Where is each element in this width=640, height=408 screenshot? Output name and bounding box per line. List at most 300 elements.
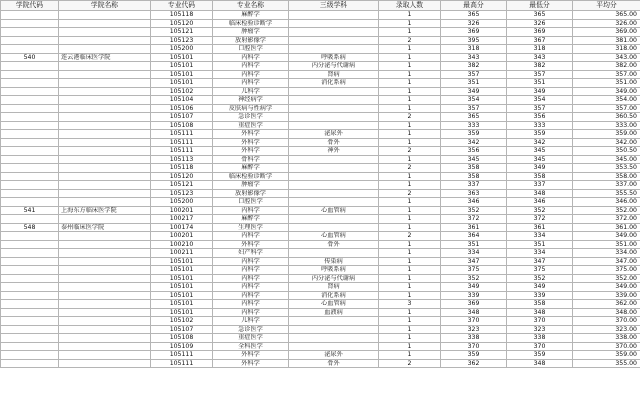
cell-major-name: 全科医学	[213, 342, 289, 351]
cell-college-name	[59, 36, 151, 45]
table-row	[1, 28, 640, 37]
cell-min-score: 370	[507, 342, 573, 351]
table-row	[1, 155, 640, 164]
cell-major-name: 内科学	[213, 257, 289, 266]
cell-major-code: 100201	[151, 206, 213, 215]
cell-college-name	[59, 121, 151, 130]
cell-sub-discipline: 传染病	[289, 257, 379, 266]
table-row	[1, 130, 640, 139]
cell-max-score: 395	[441, 36, 507, 45]
table-row	[1, 53, 640, 62]
cell-college-name	[59, 28, 151, 37]
cell-min-score: 349	[507, 164, 573, 173]
cell-sub-discipline	[289, 223, 379, 232]
cell-major-code: 100174	[151, 223, 213, 232]
cell-min-score: 326	[507, 19, 573, 28]
cell-major-code: 105107	[151, 325, 213, 334]
cell-major-name: 肿瘤学	[213, 181, 289, 190]
cell-major-code: 105101	[151, 274, 213, 283]
cell-min-score: 333	[507, 121, 573, 130]
cell-avg-score: 358.00	[573, 172, 640, 181]
cell-admitted-count: 2	[379, 359, 441, 368]
cell-major-code: 105111	[151, 359, 213, 368]
cell-sub-discipline	[289, 325, 379, 334]
cell-sub-discipline	[289, 36, 379, 45]
header-college-name: 学院名称	[59, 1, 151, 11]
table-row	[1, 87, 640, 96]
cell-sub-discipline: 呼吸系病	[289, 266, 379, 275]
cell-avg-score: 354.00	[573, 96, 640, 105]
cell-major-code: 100210	[151, 240, 213, 249]
cell-admitted-count: 1	[379, 11, 441, 20]
cell-major-code: 105106	[151, 104, 213, 113]
cell-admitted-count: 1	[379, 283, 441, 292]
cell-major-code: 105118	[151, 11, 213, 20]
cell-admitted-count: 1	[379, 317, 441, 326]
cell-admitted-count: 1	[379, 325, 441, 334]
cell-major-name: 内科学	[213, 308, 289, 317]
cell-college-code	[1, 249, 59, 258]
cell-max-score: 364	[441, 232, 507, 241]
cell-min-score: 356	[507, 113, 573, 122]
cell-avg-score: 337.00	[573, 181, 640, 190]
table-row	[1, 198, 640, 207]
cell-major-code: 105102	[151, 317, 213, 326]
cell-avg-score: 326.00	[573, 19, 640, 28]
cell-admitted-count: 1	[379, 351, 441, 360]
cell-major-code: 105101	[151, 70, 213, 79]
cell-sub-discipline	[289, 96, 379, 105]
cell-avg-score: 375.00	[573, 266, 640, 275]
cell-sub-discipline	[289, 19, 379, 28]
cell-sub-discipline	[289, 317, 379, 326]
cell-college-name	[59, 45, 151, 54]
table-row	[1, 62, 640, 71]
cell-major-code: 105104	[151, 96, 213, 105]
cell-sub-discipline: 神外	[289, 147, 379, 156]
cell-college-code	[1, 334, 59, 343]
cell-max-score: 347	[441, 257, 507, 266]
table-row	[1, 334, 640, 343]
table-row	[1, 164, 640, 173]
cell-min-score: 343	[507, 53, 573, 62]
cell-min-score: 361	[507, 223, 573, 232]
cell-admitted-count: 1	[379, 266, 441, 275]
cell-college-name	[59, 147, 151, 156]
cell-major-code: 105101	[151, 79, 213, 88]
cell-max-score: 375	[441, 266, 507, 275]
cell-admitted-count: 1	[379, 257, 441, 266]
cell-college-name	[59, 274, 151, 283]
cell-major-code: 105101	[151, 257, 213, 266]
cell-max-score: 352	[441, 274, 507, 283]
cell-major-code: 100211	[151, 249, 213, 258]
cell-college-name: 连云港临床医学院	[59, 53, 151, 62]
cell-major-name: 急诊医学	[213, 113, 289, 122]
cell-major-name: 口腔医学	[213, 198, 289, 207]
cell-sub-discipline	[289, 121, 379, 130]
cell-college-code	[1, 291, 59, 300]
cell-avg-score: 361.00	[573, 223, 640, 232]
cell-max-score: 382	[441, 62, 507, 71]
cell-major-name: 儿科学	[213, 317, 289, 326]
cell-admitted-count: 1	[379, 45, 441, 54]
cell-college-name	[59, 283, 151, 292]
cell-avg-score: 355.00	[573, 359, 640, 368]
cell-major-name: 皮肤病与性病学	[213, 104, 289, 113]
cell-min-score: 357	[507, 104, 573, 113]
cell-major-name: 内科学	[213, 206, 289, 215]
cell-admitted-count: 1	[379, 206, 441, 215]
cell-college-name	[59, 351, 151, 360]
cell-admitted-count: 1	[379, 53, 441, 62]
cell-college-code	[1, 189, 59, 198]
table-row	[1, 249, 640, 258]
cell-college-name	[59, 232, 151, 241]
cell-major-code: 105101	[151, 266, 213, 275]
cell-major-code: 105108	[151, 121, 213, 130]
table-row	[1, 240, 640, 249]
cell-avg-score: 348.00	[573, 308, 640, 317]
cell-college-code	[1, 266, 59, 275]
cell-major-name: 内科学	[213, 274, 289, 283]
cell-avg-score: 347.00	[573, 257, 640, 266]
table-row	[1, 223, 640, 232]
cell-college-name	[59, 300, 151, 309]
cell-admitted-count: 2	[379, 113, 441, 122]
table-row	[1, 147, 640, 156]
table-row	[1, 138, 640, 147]
cell-major-name: 口腔医学	[213, 45, 289, 54]
table-row	[1, 257, 640, 266]
cell-admitted-count: 1	[379, 308, 441, 317]
cell-major-code: 105101	[151, 291, 213, 300]
cell-admitted-count: 1	[379, 334, 441, 343]
cell-avg-score: 342.00	[573, 138, 640, 147]
cell-sub-discipline	[289, 334, 379, 343]
cell-admitted-count: 2	[379, 189, 441, 198]
cell-major-name: 重症医学	[213, 334, 289, 343]
cell-min-score: 342	[507, 138, 573, 147]
cell-min-score: 337	[507, 181, 573, 190]
cell-min-score: 354	[507, 96, 573, 105]
cell-college-code	[1, 172, 59, 181]
cell-major-name: 外科学	[213, 130, 289, 139]
cell-avg-score: 350.50	[573, 147, 640, 156]
cell-college-code	[1, 283, 59, 292]
cell-major-name: 放射影像学	[213, 36, 289, 45]
cell-min-score: 348	[507, 308, 573, 317]
cell-major-name: 内科学	[213, 266, 289, 275]
cell-admitted-count: 1	[379, 130, 441, 139]
cell-max-score: 351	[441, 79, 507, 88]
cell-admitted-count: 1	[379, 274, 441, 283]
cell-major-name: 外科学	[213, 240, 289, 249]
cell-avg-score: 360.50	[573, 113, 640, 122]
cell-major-name: 内科学	[213, 62, 289, 71]
cell-major-code: 105121	[151, 28, 213, 37]
cell-major-name: 外科学	[213, 147, 289, 156]
cell-college-code	[1, 121, 59, 130]
cell-major-name: 神经病学	[213, 96, 289, 105]
cell-college-code	[1, 325, 59, 334]
cell-max-score: 358	[441, 164, 507, 173]
cell-max-score: 342	[441, 138, 507, 147]
cell-major-code: 105111	[151, 138, 213, 147]
table-row	[1, 215, 640, 224]
cell-sub-discipline	[289, 198, 379, 207]
cell-max-score: 338	[441, 334, 507, 343]
table-row	[1, 45, 640, 54]
cell-sub-discipline: 心血管病	[289, 206, 379, 215]
cell-max-score: 333	[441, 121, 507, 130]
table-row	[1, 79, 640, 88]
cell-college-code	[1, 87, 59, 96]
cell-avg-score: 351.00	[573, 240, 640, 249]
cell-college-code	[1, 232, 59, 241]
cell-sub-discipline	[289, 155, 379, 164]
cell-admitted-count: 1	[379, 87, 441, 96]
cell-sub-discipline	[289, 104, 379, 113]
cell-admitted-count: 1	[379, 223, 441, 232]
cell-admitted-count: 1	[379, 342, 441, 351]
cell-college-name	[59, 138, 151, 147]
cell-min-score: 351	[507, 240, 573, 249]
cell-admitted-count: 2	[379, 232, 441, 241]
cell-sub-discipline	[289, 189, 379, 198]
cell-major-code: 105200	[151, 45, 213, 54]
cell-major-name: 内科学	[213, 291, 289, 300]
cell-major-code: 105101	[151, 62, 213, 71]
cell-college-name	[59, 164, 151, 173]
cell-college-code	[1, 342, 59, 351]
cell-max-score: 346	[441, 198, 507, 207]
cell-admitted-count: 1	[379, 121, 441, 130]
table-row	[1, 189, 640, 198]
cell-college-code: 548	[1, 223, 59, 232]
cell-sub-discipline	[289, 87, 379, 96]
cell-college-name	[59, 130, 151, 139]
table-row	[1, 19, 640, 28]
table-row	[1, 36, 640, 45]
cell-min-score: 358	[507, 300, 573, 309]
cell-max-score: 361	[441, 223, 507, 232]
cell-college-code	[1, 28, 59, 37]
cell-college-name	[59, 291, 151, 300]
cell-min-score: 349	[507, 283, 573, 292]
cell-major-name: 内科学	[213, 232, 289, 241]
cell-major-code: 105101	[151, 53, 213, 62]
cell-major-name: 麻醉学	[213, 11, 289, 20]
cell-college-code	[1, 130, 59, 139]
cell-major-code: 105123	[151, 189, 213, 198]
cell-major-name: 重症医学	[213, 121, 289, 130]
cell-college-code	[1, 36, 59, 45]
cell-college-code	[1, 104, 59, 113]
cell-major-code: 105120	[151, 19, 213, 28]
table-row	[1, 121, 640, 130]
cell-avg-score: 333.00	[573, 121, 640, 130]
cell-sub-discipline	[289, 249, 379, 258]
cell-college-name	[59, 11, 151, 20]
cell-max-score: 357	[441, 70, 507, 79]
cell-avg-score: 359.00	[573, 130, 640, 139]
table-row	[1, 317, 640, 326]
table-row	[1, 300, 640, 309]
cell-major-name: 外科学	[213, 351, 289, 360]
cell-major-name: 内科学	[213, 79, 289, 88]
cell-college-name	[59, 62, 151, 71]
cell-avg-score: 372.00	[573, 215, 640, 224]
cell-major-name: 内科学	[213, 283, 289, 292]
cell-sub-discipline: 消化系病	[289, 291, 379, 300]
cell-admitted-count: 1	[379, 138, 441, 147]
cell-sub-discipline	[289, 172, 379, 181]
cell-major-code: 100201	[151, 232, 213, 241]
cell-major-name: 内科学	[213, 53, 289, 62]
cell-min-score: 359	[507, 351, 573, 360]
cell-college-code	[1, 300, 59, 309]
cell-college-name	[59, 113, 151, 122]
table-body	[1, 11, 640, 368]
cell-college-code	[1, 62, 59, 71]
cell-sub-discipline: 骨外	[289, 240, 379, 249]
cell-max-score: 370	[441, 317, 507, 326]
table-row	[1, 232, 640, 241]
cell-college-name	[59, 19, 151, 28]
cell-max-score: 348	[441, 308, 507, 317]
cell-college-code	[1, 96, 59, 105]
cell-admitted-count: 1	[379, 198, 441, 207]
table-row	[1, 266, 640, 275]
cell-min-score: 365	[507, 11, 573, 20]
cell-avg-score: 370.00	[573, 317, 640, 326]
cell-sub-discipline: 肾病	[289, 283, 379, 292]
cell-max-score: 356	[441, 147, 507, 156]
cell-sub-discipline: 骨外	[289, 138, 379, 147]
cell-major-name: 内科学	[213, 300, 289, 309]
cell-college-code	[1, 215, 59, 224]
table-row	[1, 181, 640, 190]
cell-max-score: 318	[441, 45, 507, 54]
cell-sub-discipline: 血液病	[289, 308, 379, 317]
cell-max-score: 339	[441, 291, 507, 300]
cell-max-score: 363	[441, 189, 507, 198]
cell-college-name	[59, 266, 151, 275]
table-row	[1, 283, 640, 292]
cell-major-name: 儿科学	[213, 87, 289, 96]
cell-avg-score: 381.00	[573, 36, 640, 45]
table-row	[1, 11, 640, 20]
cell-avg-score: 357.00	[573, 70, 640, 79]
cell-admitted-count: 2	[379, 147, 441, 156]
cell-admitted-count: 1	[379, 28, 441, 37]
cell-admitted-count: 1	[379, 249, 441, 258]
cell-major-code: 105123	[151, 36, 213, 45]
cell-admitted-count: 1	[379, 79, 441, 88]
cell-max-score: 369	[441, 300, 507, 309]
cell-avg-score: 318.00	[573, 45, 640, 54]
cell-max-score: 349	[441, 87, 507, 96]
cell-college-code	[1, 317, 59, 326]
cell-major-code: 105113	[151, 155, 213, 164]
cell-max-score: 349	[441, 283, 507, 292]
cell-college-code	[1, 198, 59, 207]
cell-college-name	[59, 181, 151, 190]
header-max-score: 最高分	[441, 1, 507, 11]
cell-avg-score: 352.00	[573, 274, 640, 283]
cell-sub-discipline: 内分泌与代谢病	[289, 62, 379, 71]
header-major-code: 专业代码	[151, 1, 213, 11]
cell-college-name	[59, 70, 151, 79]
cell-sub-discipline	[289, 181, 379, 190]
cell-min-score: 345	[507, 155, 573, 164]
cell-major-name: 外科学	[213, 359, 289, 368]
cell-max-score: 370	[441, 342, 507, 351]
cell-college-code	[1, 164, 59, 173]
cell-major-name: 麻醉学	[213, 164, 289, 173]
table-row	[1, 325, 640, 334]
cell-major-code: 105121	[151, 181, 213, 190]
cell-admitted-count: 1	[379, 96, 441, 105]
cell-college-name	[59, 155, 151, 164]
cell-college-code	[1, 79, 59, 88]
cell-avg-score: 346.00	[573, 198, 640, 207]
cell-min-score: 334	[507, 232, 573, 241]
cell-sub-discipline	[289, 28, 379, 37]
table-row	[1, 359, 640, 368]
cell-avg-score: 349.00	[573, 87, 640, 96]
cell-college-name	[59, 96, 151, 105]
cell-college-name: 上海东方临床医学院	[59, 206, 151, 215]
cell-sub-discipline	[289, 45, 379, 54]
cell-major-code: 105109	[151, 342, 213, 351]
header-avg-score: 平均分	[573, 1, 640, 11]
cell-avg-score: 370.00	[573, 342, 640, 351]
cell-college-name	[59, 257, 151, 266]
cell-avg-score: 339.00	[573, 291, 640, 300]
cell-avg-score: 349.00	[573, 232, 640, 241]
cell-major-code: 105111	[151, 147, 213, 156]
cell-max-score: 351	[441, 240, 507, 249]
cell-college-name	[59, 172, 151, 181]
cell-major-code: 105111	[151, 130, 213, 139]
cell-major-name: 急诊医学	[213, 325, 289, 334]
cell-avg-score: 382.00	[573, 62, 640, 71]
cell-sub-discipline: 心血管病	[289, 232, 379, 241]
cell-avg-score: 352.00	[573, 206, 640, 215]
header-sub-discipline: 三级学科	[289, 1, 379, 11]
cell-admitted-count: 1	[379, 70, 441, 79]
table-row	[1, 172, 640, 181]
cell-avg-score: 349.00	[573, 283, 640, 292]
cell-admitted-count: 1	[379, 104, 441, 113]
cell-college-name	[59, 79, 151, 88]
cell-college-name	[59, 87, 151, 96]
cell-college-name	[59, 325, 151, 334]
cell-max-score: 334	[441, 249, 507, 258]
table-row	[1, 291, 640, 300]
cell-major-name: 妇产科学	[213, 249, 289, 258]
cell-major-code: 105101	[151, 283, 213, 292]
cell-college-code	[1, 70, 59, 79]
cell-min-score: 347	[507, 257, 573, 266]
cell-sub-discipline: 泌尿外	[289, 351, 379, 360]
cell-major-code: 105108	[151, 334, 213, 343]
cell-min-score: 372	[507, 215, 573, 224]
cell-min-score: 338	[507, 334, 573, 343]
cell-college-name	[59, 249, 151, 258]
